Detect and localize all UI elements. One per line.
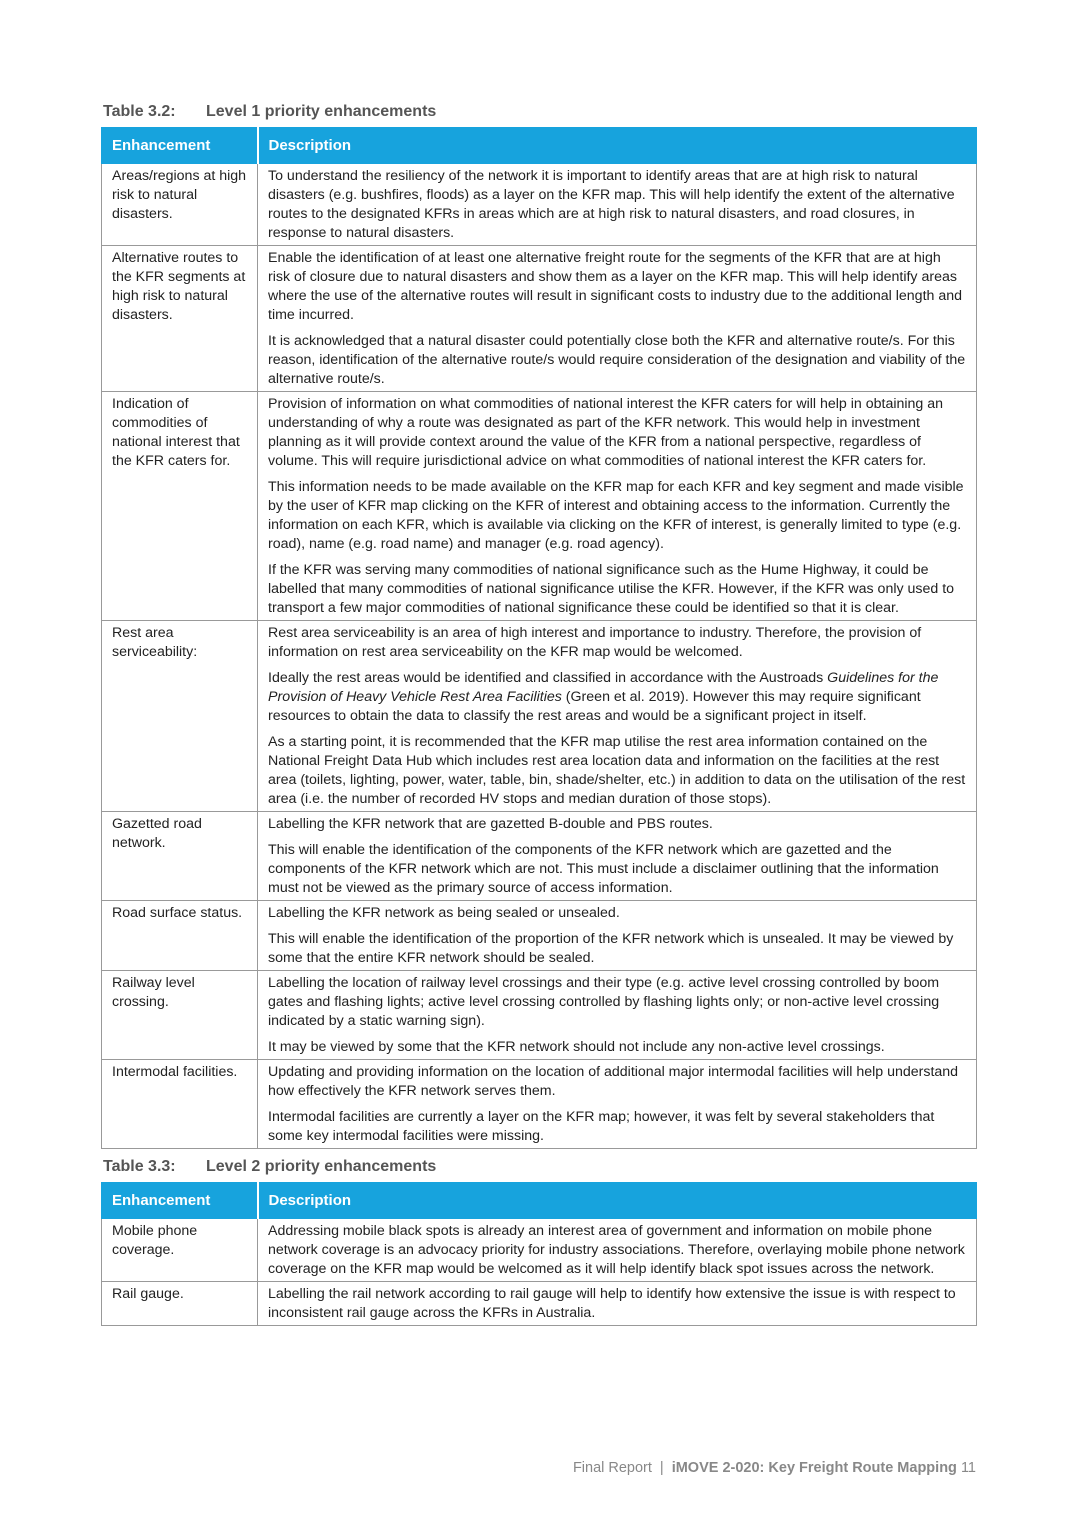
description-paragraph: Enable the identification of at least one alternative freight route for the segments of the KFR that are at high risk of closure due to natural disasters and show them as a layer on the KFR map. This will help identify areas where the use of the alternative routes will result in significant costs to industry due to the additional length and time incurred. — [268, 250, 963, 323]
enhancement-cell: Mobile phone coverage. — [102, 1219, 258, 1282]
enhancement-column-header: Enhancement — [102, 128, 258, 164]
table-row — [102, 1282, 977, 1326]
level-1-enhancements-table — [101, 127, 977, 1149]
description-paragraph: This will enable the identification of the components of the KFR network which are gazetted and the components of the KFR network which are not. This must include a disclaimer outlining that the information must not be viewed as the primary source of access information. — [268, 842, 939, 896]
description-paragraph: Intermodal facilities are currently a layer on the KFR map; however, it was felt by several stakeholders that some key intermodal facilities were missing. — [268, 1109, 935, 1144]
table-row — [102, 164, 977, 246]
description-paragraph: Labelling the KFR network that are gazetted B-double and PBS routes. — [268, 816, 713, 832]
paragraph-text: (Green et al. 2019). However this may require significant resources to obtain the data to classify the rest areas and would be a significant project in itself. — [268, 689, 921, 724]
enhancement-cell: Alternative routes to the KFR segments at high risk to natural disasters. — [102, 246, 258, 392]
footer-report-label: Final Report — [572, 1460, 652, 1476]
table-3-2-caption — [103, 103, 436, 121]
description-paragraph: Labelling the rail network according to rail gauge will help to identify how extensive the issue is with respect to inconsistent rail gauge across the KFRs in Australia. — [268, 1286, 956, 1321]
description-cell — [258, 392, 977, 621]
description-paragraph: It is acknowledged that a natural disaster could potentially close both the KFR and alternative route/s. For this reason, identification of the alternative route/s would require consideration of the designation and viability of the alternative route/s. — [268, 333, 966, 387]
enhancement-cell: Rest area serviceability: — [102, 621, 258, 812]
description-cell — [258, 164, 977, 246]
table-row — [102, 812, 977, 901]
footer-document-title: iMOVE 2-020: Key Freight Route Mapping — [671, 1460, 957, 1476]
description-paragraph: This will enable the identification of the proportion of the KFR network which is unsealed. It may be viewed by some that the entire KFR network should be sealed. — [268, 931, 954, 966]
level-2-enhancements-table — [101, 1182, 977, 1326]
enhancement-cell: Areas/regions at high risk to natural disasters. — [102, 164, 258, 246]
description-paragraph: It may be viewed by some that the KFR network should not include any non-active level crossings. — [268, 1039, 885, 1055]
description-paragraph — [268, 669, 966, 726]
enhancement-cell: Road surface status. — [102, 901, 258, 971]
description-paragraph: Addressing mobile black spots is already an interest area of government and information on mobile phone network coverage is an advocacy priority for industry associations. Therefore, overlaying mobile phone network coverage on the KFR map would be welcomed as it will help identify black spot issues across the network. — [268, 1223, 965, 1277]
footer-separator: | — [659, 1460, 664, 1476]
description-paragraph: Rest area serviceability is an area of high interest and importance to industry. Therefore, the provision of information on rest area serviceability on the KFR map would be welcomed. — [268, 625, 922, 660]
table-header-row — [102, 1183, 977, 1219]
table-number: Table 3.2: — [103, 103, 176, 120]
publication-title: Guidelines for the Provision of Heavy Vehicle Rest Area Facilities — [268, 670, 939, 705]
description-paragraph: To understand the resiliency of the network it is important to identify areas that are at high risk to natural disasters (e.g. bushfires, floods) as a layer on the KFR map. This will help identify the extent of the alternative routes to the designated KFRs in areas which are at high risk to natural disasters, and road closures, in response to natural disasters. — [268, 168, 955, 241]
table-row — [102, 901, 977, 971]
description-paragraph: This information needs to be made available on the KFR map for each KFR and key segment and made visible by the user of KFR map clicking on the KFR of interest and obtaining access to the information. Currently the information on each KFR, which is available via clicking on the KFR of interest, is generally limited to type (e.g. road), name (e.g. road name) and manager (e.g. road agency). — [268, 479, 964, 552]
description-column-header: Description — [258, 128, 977, 164]
enhancement-column-header: Enhancement — [102, 1183, 258, 1219]
description-cell — [258, 1282, 977, 1326]
page-number: 11 — [960, 1460, 976, 1476]
paragraph-text: Ideally the rest areas would be identified and classified in accordance with the Austroads — [268, 670, 828, 686]
table-title: Level 1 priority enhancements — [206, 103, 437, 120]
description-paragraph: Updating and providing information on the location of additional major intermodal facilities will help understand how effectively the KFR network serves them. — [268, 1064, 959, 1099]
description-paragraph: As a starting point, it is recommended that the KFR map utilise the rest area information contained on the National Freight Data Hub which includes rest area location data and information on the facilities at the rest area (toilets, lighting, power, water, table, bin, shade/shelter, etc.) in addition to data on the utilisation of the rest area (i.e. the number of recorded HV stops and median duration of those stops). — [268, 734, 966, 807]
enhancement-cell: Railway level crossing. — [102, 971, 258, 1060]
table-row — [102, 392, 977, 621]
table-header-row — [102, 128, 977, 164]
description-cell — [258, 621, 977, 812]
table-3-3-caption — [103, 1158, 436, 1176]
enhancement-cell: Intermodal facilities. — [102, 1060, 258, 1149]
description-cell — [258, 971, 977, 1060]
table-row — [102, 246, 977, 392]
table-row — [102, 1219, 977, 1282]
description-paragraph: If the KFR was serving many commodities of national significance such as the Hume Highway, it could be labelled that many commodities of national significance utilise the KFR. However, if the KFR was only used to transport a few major commodities of national significance these could be identified so that it is clear. — [268, 562, 955, 616]
table-row — [102, 1060, 977, 1149]
description-column-header: Description — [258, 1183, 977, 1219]
description-cell — [258, 1219, 977, 1282]
enhancement-cell: Gazetted road network. — [102, 812, 258, 901]
description-cell — [258, 812, 977, 901]
enhancement-cell: Rail gauge. — [102, 1282, 258, 1326]
description-cell — [258, 901, 977, 971]
page-footer — [573, 1460, 976, 1476]
table-row — [102, 971, 977, 1060]
table-number: Table 3.3: — [103, 1158, 176, 1175]
description-paragraph: Labelling the location of railway level crossings and their type (e.g. active level crossing controlled by boom gates and flashing lights; active level crossing controlled by flashing lights only; or non-active level crossing indicated by a static warning sign). — [268, 975, 940, 1029]
description-cell — [258, 246, 977, 392]
table-row — [102, 621, 977, 812]
description-paragraph: Labelling the KFR network as being sealed or unsealed. — [268, 905, 620, 921]
description-cell — [258, 1060, 977, 1149]
description-paragraph: Provision of information on what commodities of national interest the KFR caters for will help in obtaining an understanding of why a route was designated as part of the KFR network. This would help in investment planning as it will provide context around the value of the KFR from a national perspective, regardless of volume. This will require jurisdictional advice on what commodities of national interest the KFR caters for. — [268, 396, 944, 469]
table-title: Level 2 priority enhancements — [206, 1158, 437, 1175]
enhancement-cell: Indication of commodities of national interest that the KFR caters for. — [102, 392, 258, 621]
